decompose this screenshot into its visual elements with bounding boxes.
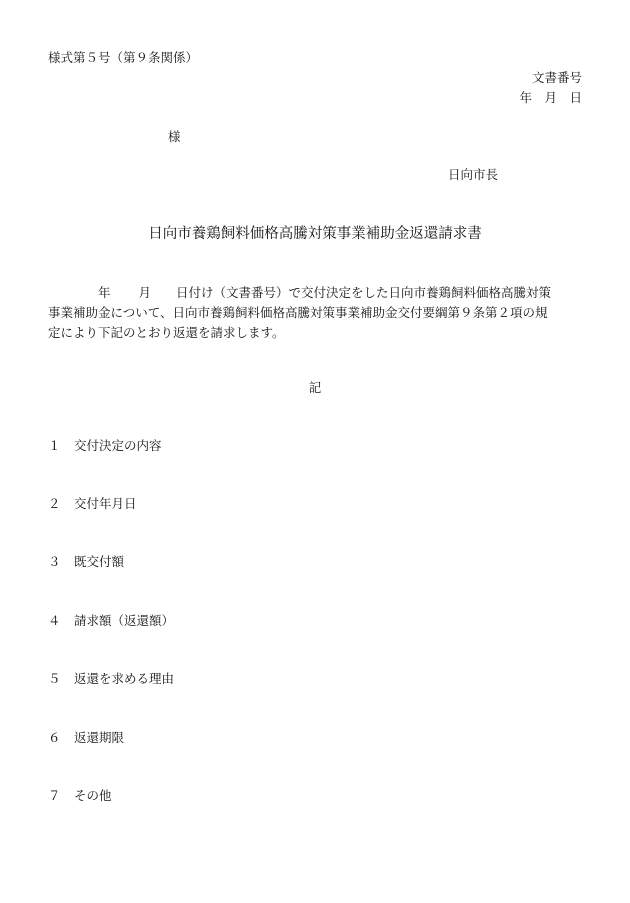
body-line-2: 事業補助金について、日向市養鶏飼料価格高騰対策事業補助金交付要綱第９条第２項の規: [48, 305, 548, 320]
list-item-label: 交付年月日: [74, 496, 137, 511]
list-item-number: ３: [48, 554, 61, 569]
list-item: [48, 440, 162, 453]
list-item-label: 交付決定の内容: [74, 438, 162, 453]
body-line-1: [48, 283, 584, 303]
form-number: 様式第５号（第９条関係）: [48, 50, 199, 65]
list-item: [48, 498, 137, 511]
document-title: 日向市養鶏飼料価格高騰対策事業補助金返還請求書: [148, 226, 482, 242]
list-item-number: ４: [48, 613, 61, 628]
body-year-label: 年: [98, 285, 111, 300]
list-item: [48, 615, 174, 628]
list-item-label: その他: [74, 788, 112, 803]
list-item-number: ５: [48, 671, 61, 686]
list-item-label: 返還を求める理由: [74, 671, 175, 686]
date-label: 年 月 日: [519, 90, 582, 105]
list-item-label: 返還期限: [74, 730, 125, 745]
body-paragraph: [48, 283, 584, 343]
body-month-label: 月: [138, 285, 152, 300]
document-number-label: 文書番号: [531, 70, 582, 85]
list-item-label: 既交付額: [74, 554, 125, 569]
body-line-1-text: 日付け（文書番号）で交付決定をした日向市養鶏飼料価格高騰対策: [176, 285, 552, 300]
addressee-honorific: 様: [168, 129, 181, 144]
body-line-3: 定により下記のとおり返還を請求します。: [48, 325, 285, 340]
list-item-label: 請求額（返還額）: [74, 613, 175, 628]
list-item-number: ６: [48, 730, 61, 745]
list-item-number: ２: [48, 496, 61, 511]
list-item-number: １: [48, 438, 61, 453]
list-item-number: ７: [48, 788, 61, 803]
list-item: [48, 790, 112, 803]
list-item: [48, 556, 124, 569]
ki-heading: 記: [308, 380, 322, 395]
sender-name: 日向市長: [448, 167, 499, 182]
list-item: [48, 673, 174, 686]
list-item: [48, 732, 124, 745]
